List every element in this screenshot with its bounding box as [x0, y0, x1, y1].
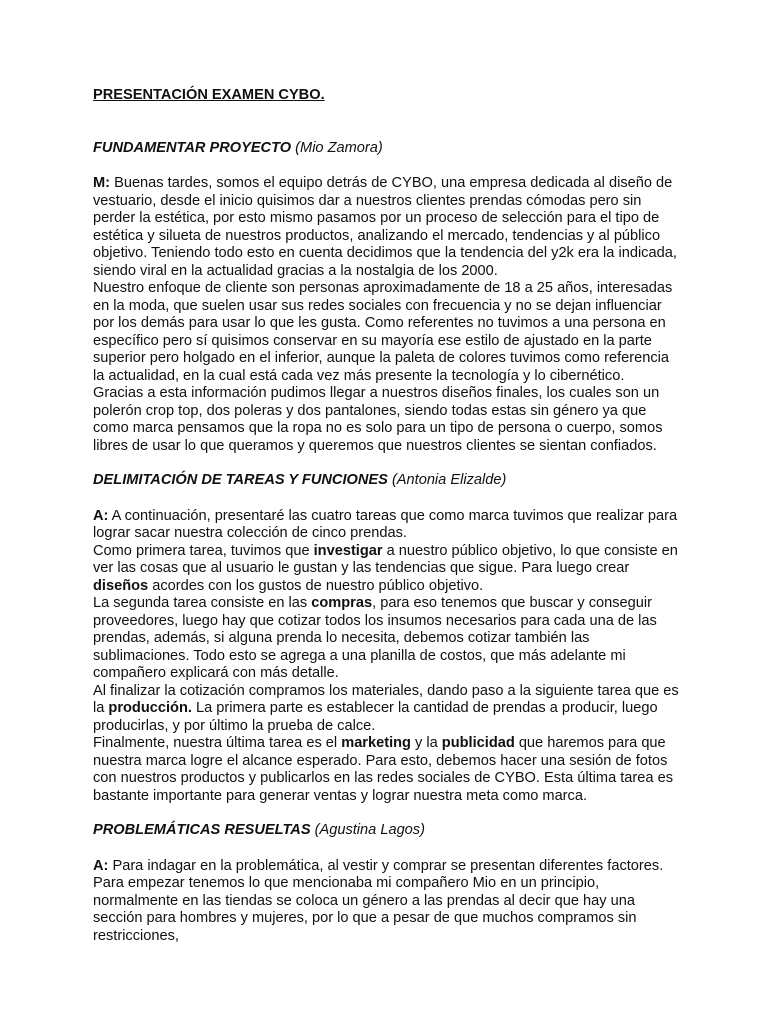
paragraph-text: Para indagar en la problemática, al vestir y comprar se presentan diferentes factores. Para empezar tenemos lo que mencionaba mi compañero Mio en un principio, normalmente en las tiendas se coloca un género a las prendas al decir que hay una sección para hombres y mujeres, por lo que a pesar de que muchos compramos sin restricciones,: [93, 857, 664, 944]
section-author: (Mio Zamora): [295, 139, 383, 156]
section-title: FUNDAMENTAR PROYECTO: [93, 139, 292, 156]
text-run: que haremos para que nuestra marca logre el alcance esperado. Para esto, debemos hacer una sesión de fotos con nuestros productos y publicarlos en las redes sociales de CYBO. Esta última tarea es bastante importante para generar ventas y lograr nuestra meta como marca.: [93, 735, 673, 804]
speaker-label: A:: [93, 507, 109, 524]
bold-term: investigar: [313, 542, 383, 559]
section-title: PROBLEMÁTICAS RESUELTAS: [93, 822, 311, 838]
paragraph: Nuestro enfoque de cliente son personas aproximadamente de 18 a 25 años, interesadas en la moda, que suelen usar sus redes sociales con frecuencia y no se dejan influenciar por los demás para usar lo que les gusta. Como referentes no tuvimos a una persona en específico pero sí quisimos conservar en su mayoría ese estilo de ajustado en la parte superior pero holgado en el inferior, aunque la paleta de colores tuvimos como referencia la actualidad, en la cual está cada vez más presente la tecnología y lo cibernético.: [93, 280, 673, 384]
section-heading-problematicas: [93, 822, 683, 840]
paragraph-text: A continuación, presentaré las cuatro tareas que como marca tuvimos que realizar para lograr sacar nuestra colección de cinco prendas.: [93, 507, 678, 541]
document-title: PRESENTACIÓN EXAMEN CYBO.: [93, 87, 325, 103]
paragraph: Gracias a esta información pudimos llegar a nuestros diseños finales, los cuales son un polerón crop top, dos poleras y dos pantalones, siendo todas estas sin género ya que como marca pensamos que la ropa no es solo para un tipo de persona o cuerpo, somos libres de usar lo que queramos y queremos que nuestros clientes se sientan confiados.: [93, 385, 663, 454]
paragraph: [93, 175, 683, 280]
bold-term: publicidad: [441, 735, 515, 751]
text-run: acordes con los gustos de nuestro público objetivo.: [148, 577, 484, 594]
document-page: [93, 87, 683, 945]
text-run: Al finalizar la cotización compramos los materiales, dando paso a la siguiente tarea que es la: [93, 682, 679, 716]
section-title: DELIMITACIÓN DE TAREAS Y FUNCIONES: [93, 472, 388, 488]
text-run: La primera parte es establecer la cantidad de prendas a producir, luego producirlas, y por último la prueba de calce.: [93, 700, 658, 734]
speaker-label: A:: [93, 857, 109, 874]
text-run: a nuestro público objetivo, lo que consiste en ver las cosas que al usuario le gustan y las tendencias que sigue. Para luego crear: [93, 542, 678, 576]
text-run: , para eso tenemos que buscar y conseguir proveedores, luego hay que cotizar todos los insumos necesarios para cada una de las prendas, además, si alguna prenda lo necesita, debemos cotizar también las sublimaciones. Todo esto se agrega a una planilla de costos, que más adelante mi compañero explicará con más detalle.: [93, 595, 657, 681]
paragraph: [93, 543, 683, 596]
section-author: (Agustina Lagos): [314, 822, 425, 838]
paragraph-text: Buenas tardes, somos el equipo detrás de CYBO, una empresa dedicada al diseño de vestuario, desde el inicio quisimos dar a nuestros clientes prendas cómodas pero sin perder la estética, por esto mismo pasamos por un proceso de selección para el tipo de estética y silueta de nuestros productos, analizando el mercado, tendencias y al público objetivo. Teniendo todo esto en cuenta decidimos que la tendencia del y2k era la indicada, siendo viral en la actualidad gracias a la nostalgia de los 2000.: [93, 175, 677, 279]
text-run: La segunda tarea consiste en las: [93, 595, 312, 611]
paragraph: [93, 858, 683, 946]
paragraph: [93, 595, 683, 683]
bold-term: diseños: [93, 577, 149, 594]
section-author: (Antonia Elizalde): [391, 472, 507, 488]
paragraph: [93, 735, 683, 805]
section-heading-delimitacion: [93, 472, 683, 490]
bold-term: compras: [311, 595, 373, 611]
paragraph: [93, 508, 683, 543]
bold-term: producción.: [108, 700, 192, 716]
text-run: Finalmente, nuestra última tarea es el: [93, 735, 342, 751]
section-heading-fundamentar: [93, 140, 683, 158]
bold-term: marketing: [341, 735, 411, 751]
text-run: y la: [410, 735, 442, 751]
speaker-label: M:: [93, 175, 111, 191]
text-run: Como primera tarea, tuvimos que: [93, 542, 314, 559]
paragraph: [93, 683, 683, 736]
